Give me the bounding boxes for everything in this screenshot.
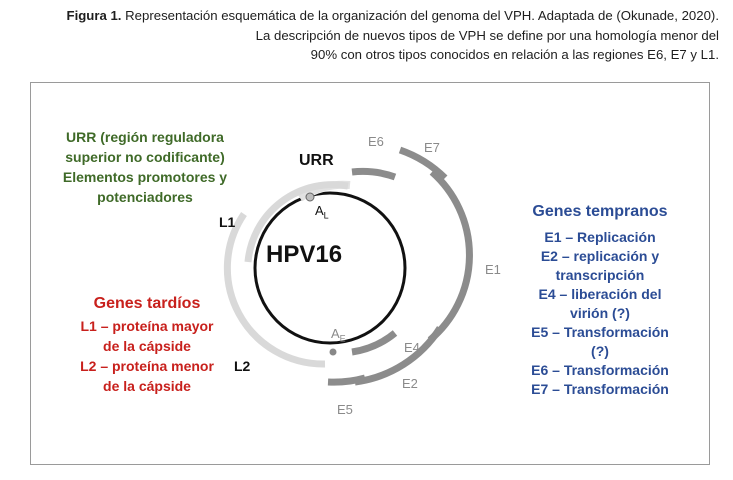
gene-e2-arc (355, 328, 440, 382)
promoter-ae-marker (330, 349, 337, 356)
gene-l1-label: L1 (219, 214, 236, 230)
gene-e4-label: E4 (404, 340, 420, 355)
gene-e1-label: E1 (485, 262, 501, 277)
caption-line-2: La descripción de nuevos tipos de VPH se define por una homología menor del (255, 27, 719, 43)
gene-e6-arc (352, 171, 395, 177)
figure-label: Figura 1. (66, 8, 122, 23)
caption-line-1: Representación esquemática de la organización del genoma del VPH. Adaptada de (Okunade, 2020). (125, 8, 719, 23)
center-label: HPV16 (266, 241, 343, 268)
urr-note: URR (región reguladora superior no codificante) Elementos promotores y potenciadores (62, 129, 228, 205)
promoter-ae-label: $A_E$ (331, 326, 346, 344)
promoter-al-marker (306, 193, 314, 201)
gene-e1-arc (430, 172, 469, 340)
gene-e2-label: E2 (402, 376, 418, 391)
late-genes-title: Genes tardíos (93, 295, 201, 312)
gene-e6-label: E6 (368, 134, 384, 149)
gene-e5-arc (328, 378, 365, 382)
late-genes-block: Genes tardíos L1 – proteína mayor de la cápside L2 – proteína menor de la cápside (62, 292, 232, 396)
caption-line-3: 90% con otros tipos conocidos en relación a las regiones E6, E7 y L1. (310, 47, 719, 62)
early-genes-block: Genes tempranos E1 – Replicación E2 – replicación y transcripción E4 – liberación del virión (?) E5 – Transformación (?) E6 – Transformación E7 – Transformación (500, 200, 700, 399)
gene-l2-label: L2 (234, 358, 251, 374)
gene-e5-label: E5 (337, 402, 353, 417)
promoter-al-label: $A_L$ (315, 203, 329, 221)
early-genes-title: Genes tempranos (532, 203, 668, 220)
urr-label: URR (299, 152, 334, 169)
gene-e7-label: E7 (424, 140, 440, 155)
